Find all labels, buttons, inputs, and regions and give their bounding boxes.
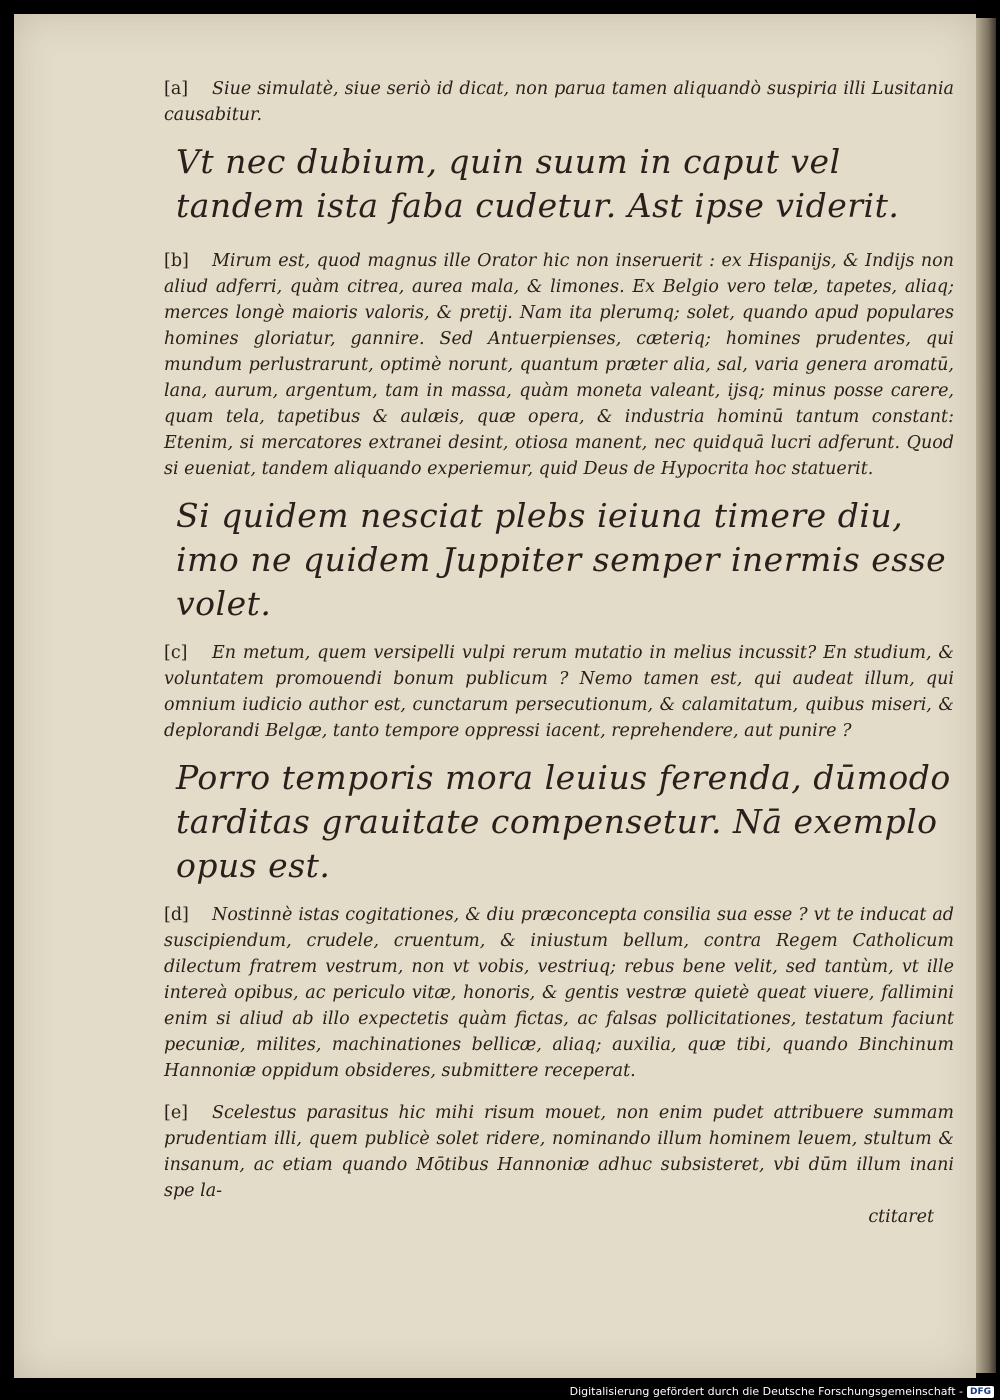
footnote-marker: [e] [164,1103,189,1123]
verse-line: Porro temporis mora leuius ferenda, dūmodo tarditas grauitate compensetur. Nā exemplo opus est. [176,758,951,885]
footnote-text: En metum, quem versipelli vulpi rerum mutatio in melius incussit? En studium, & voluntatem promouendi bonum publicum ? Nemo tamen est, qui audeat illum, qui omnium iudicio author est, cunctarum persecutionum, & calamitatum, quibus miseri, & deplorandi Belgæ, tanto tempore oppressi iacent, reprehendere, aut punire ? [164,643,954,741]
verse-line: Vt nec dubium, quin suum in caput vel tandem ista faba cudetur. Ast ipse viderit. [176,142,900,225]
footnote-marker: [b] [164,251,189,271]
footnote-d [164,902,954,1084]
verse-line: Si quidem nesciat plebs ieiuna timere diu, imo ne quidem Juppiter semper inermis esse volet. [176,496,947,623]
footnote-b [164,248,954,482]
document-page [14,14,976,1378]
footnote-text: Siue simulatè, siue seriò id dicat, non parua tamen aliquandò suspiria illi Lusitania causabitur. [164,79,954,125]
catchword: ctitaret [868,1207,934,1227]
footnote-marker: [a] [164,79,189,99]
credit-text: Digitalisierung gefördert durch die Deutsche Forschungsgemeinschaft - [569,1385,963,1398]
footnote-marker: [d] [164,905,189,925]
footnote-e [164,1100,954,1230]
footnote-a [164,76,954,128]
footnote-c [164,640,954,744]
footnote-text: Mirum est, quod magnus ille Orator hic non inseruerit : ex Hispanijs, & Indijs non aliud adferri, quàm citrea, aurea mala, & limones. Ex Belgio vero telæ, tapetes, aliaq; merces longè maioris valoris, & pretij. Nam ita plerumq; solet, quando apud populares homines gloriatur, gannire. Sed Antuerpienses, cæteriq; homines prudentes, qui mundum perlustrarunt, optimè norunt, quantum præter alia, sal, varia genera aromatū, lana, aurum, argentum, tam in massa, quàm moneta valeant, ijsq; minus posse carere, quam tela, tapetibus & aulæis, quæ opera, & industria hominū tantum constant: Etenim, si mercatores extranei desint, otiosa manent, nec quidquā lucri adferunt. Quod si eueniat, tandem aliquando experiemur, quid Deus de Hypocrita hoc statuerit. [164,251,954,479]
footnote-text: Scelestus parasitus hic mihi risum mouet, non enim pudet attribuere summam prudentiam illi, quem publicè solet ridere, nominando illum hominem leuem, stultum & insanum, ac etiam quando Mōtibus Hannoniæ adhuc subsisteret, vbi dūm illum inani spe la- [164,1103,954,1201]
footnote-marker: [c] [164,643,188,663]
page-content [164,76,954,1242]
digitization-credit [570,1385,994,1398]
dfg-logo: DFG [967,1386,994,1398]
page-edge [976,18,996,1373]
footnote-text: Nostinnè istas cogitationes, & diu præconcepta consilia sua esse ? vt te inducat ad suscipiendum, crudele, cruentum, & iniustum bellum, contra Regem Catholicum dilectum fratrem vestrum, non vt vobis, vestriuq; rebus bene velit, sed tantùm, vt ille intereà opibus, ac periculo vitæ, honoris, & gentis vestræ quietè queat viuere, fallimini enim si aliud ab illo expectetis quàm fictas, ac falsas pollicitationes, testatum faciunt pecuniæ, milites, machinationes bellicæ, aliaq; auxilia, quæ tibi, quando Binchinum Hannoniæ oppidum obsideres, submittere receperat. [164,905,954,1081]
